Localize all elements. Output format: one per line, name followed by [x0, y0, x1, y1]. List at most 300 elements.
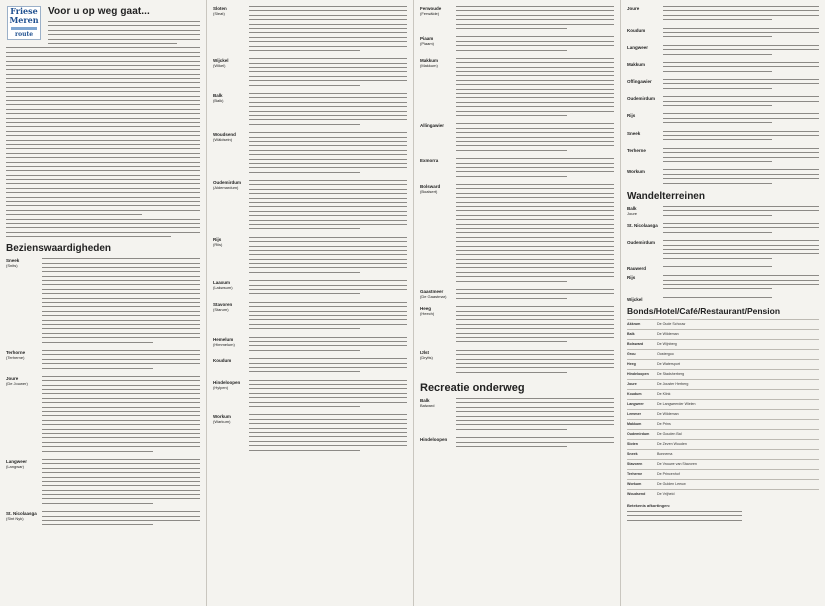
sight-entry: [420, 6, 614, 32]
place-label: Workum: [627, 169, 645, 175]
hotel-name: De Wildeman: [657, 412, 679, 417]
place-description: [663, 62, 819, 75]
place-description: [456, 6, 614, 32]
intro-text: [48, 21, 200, 44]
sight-entry: [6, 376, 200, 455]
place-name: [213, 58, 249, 89]
sight-entry: [213, 6, 407, 54]
place-description: [249, 302, 407, 333]
place-alt-name: (Langwar): [6, 463, 25, 469]
place-label: Makkum: [627, 61, 646, 67]
place-label: Rijs: [213, 236, 222, 242]
hotel-row: [627, 349, 819, 359]
hotel-name: De Watersport: [657, 362, 681, 367]
place-name: [420, 6, 456, 32]
sight-entry: [6, 511, 200, 529]
sight-entry: [627, 297, 819, 302]
place-name: [213, 6, 249, 54]
place-name: [6, 258, 42, 346]
text-lines: [663, 266, 819, 267]
hotel-name: De Gouden Bal: [657, 432, 682, 437]
place-label: Oudemirdum: [213, 180, 242, 186]
place-name: [627, 297, 663, 302]
intro-header: [48, 6, 200, 44]
sight-entry: [627, 148, 819, 166]
hotel-place: Oudemirdum: [627, 432, 650, 437]
hotel-name: De Zeven Wouden: [657, 442, 687, 447]
text-lines: [249, 180, 407, 229]
place-name: [213, 337, 249, 355]
text-lines: [663, 275, 819, 289]
place-label: Rijs: [627, 275, 636, 281]
place-description: [249, 132, 407, 176]
place-name: [627, 169, 663, 187]
sight-entry: [213, 414, 407, 454]
sight-entry: [6, 350, 200, 372]
place-label: St. Nicolaasga: [6, 511, 37, 517]
hotel-row: [627, 439, 819, 449]
hotel-row: [627, 359, 819, 369]
place-label: Makkum: [420, 57, 439, 63]
place-name: [627, 6, 663, 24]
text-lines: [456, 350, 614, 373]
hotel-place: Hindeloopen: [627, 372, 649, 377]
place-label: Langweer: [6, 458, 28, 464]
hotel-name: De Jouster Herberg: [657, 382, 689, 387]
hotel-place: Grou: [627, 352, 636, 357]
place-name: [627, 240, 663, 262]
place-label: St. Nicolaasga: [627, 223, 658, 229]
place-name: [213, 380, 249, 411]
hotel-row: [627, 449, 819, 459]
intro-heading: Voor u op weg gaat...: [48, 6, 150, 17]
place-description: [456, 437, 614, 450]
place-alt-name: (Drylts): [420, 354, 433, 360]
hotel-row: [627, 389, 819, 399]
place-description: [249, 380, 407, 411]
hotel-place: Joure: [627, 382, 637, 387]
text-lines: [456, 123, 614, 150]
place-label: Sneek: [627, 130, 641, 136]
place-name: [6, 350, 42, 372]
hotel-place: Bolsward: [627, 342, 644, 347]
place-name: [213, 237, 249, 277]
place-name: [6, 511, 42, 529]
logo-line-2: Meren: [9, 15, 39, 25]
text-lines: [456, 398, 614, 430]
place-description: [456, 306, 614, 346]
place-name: [213, 280, 249, 298]
place-alt-name: (Wâldsein): [213, 137, 233, 143]
sight-entry: [420, 36, 614, 54]
panel-walks-hotels: [621, 0, 825, 606]
place-alt-name: (Balk): [213, 98, 224, 104]
place-name: [627, 28, 663, 41]
text-lines: [663, 240, 819, 259]
place-label: Koudum: [213, 358, 232, 364]
text-lines: [663, 113, 819, 123]
place-label: Exmorra: [420, 158, 439, 164]
hotel-name: De Klink: [657, 392, 671, 397]
place-label: Terhorne: [6, 349, 26, 355]
sight-entry: [627, 223, 819, 236]
place-description: [456, 350, 614, 376]
sights-list-3: [420, 6, 614, 376]
place-alt-name: (Warkum): [213, 419, 231, 425]
place-name: [627, 148, 663, 166]
text-lines: [456, 437, 614, 447]
text-lines: [663, 297, 819, 298]
sight-entry: [627, 240, 819, 262]
place-label: Ferwoude: [420, 6, 442, 11]
hotel-row: [627, 419, 819, 429]
place-name: [213, 358, 249, 376]
walks-heading: Wandelterreinen: [627, 190, 705, 202]
sight-entry: [6, 258, 200, 346]
place-label: Balk: [213, 93, 223, 99]
text-lines: [249, 58, 407, 85]
place-name: [627, 223, 663, 236]
sight-entry: [213, 358, 407, 376]
text-lines: [663, 206, 819, 216]
place-alt-name: (Aldemardum): [213, 185, 239, 191]
place-label: Laaxum: [213, 280, 231, 286]
place-description: [249, 237, 407, 277]
place-description: [663, 275, 819, 293]
text-lines: [456, 289, 614, 299]
place-alt-name: (Starum): [213, 306, 229, 312]
text-lines: [456, 6, 614, 29]
panel-sights-2: [207, 0, 413, 606]
place-description: [663, 223, 819, 236]
hotel-row: [627, 339, 819, 349]
place-alt-name: (Sleat): [213, 11, 225, 16]
sight-entry: [213, 337, 407, 355]
place-alt-name: (Makkum): [420, 62, 438, 68]
place-description: [663, 206, 819, 219]
sight-entry: [627, 62, 819, 75]
hotels-table: [627, 319, 819, 499]
place-label: Terherne: [627, 147, 646, 153]
place-description: [456, 289, 614, 302]
place-description: [249, 337, 407, 355]
sight-entry: [627, 275, 819, 293]
place-label: Oudemirdum: [627, 240, 656, 246]
place-label: Sneek: [6, 258, 20, 264]
friese-meren-logo: [7, 6, 41, 40]
text-lines: [456, 306, 614, 342]
sight-entry: [627, 28, 819, 41]
logo-line-3: route: [14, 31, 34, 38]
place-name: [213, 414, 249, 454]
recreation-heading: Recreatie onderweg: [420, 382, 525, 395]
sight-entry: [420, 306, 614, 346]
sight-entry: [6, 459, 200, 507]
place-description: [663, 96, 819, 109]
text-lines: [249, 337, 407, 351]
sight-entry: [627, 113, 819, 126]
text-lines: [456, 184, 614, 282]
place-label: Joure: [627, 6, 640, 11]
place-description: [456, 58, 614, 119]
hotel-name: De Gulden Leeuw: [657, 482, 686, 487]
place-name: [627, 45, 663, 58]
place-label: Sloten: [213, 6, 227, 11]
place-description: [456, 184, 614, 285]
sight-entry: [420, 437, 614, 450]
hotel-place: Woudsend: [627, 492, 646, 497]
panel-intro: [0, 0, 206, 606]
place-name: [420, 350, 456, 376]
place-name: [627, 206, 663, 219]
hotel-row: [627, 429, 819, 439]
place-description: [663, 148, 819, 166]
logo-line-1: Friese: [10, 6, 38, 16]
place-alt-name: (De Gaastmar): [420, 294, 447, 300]
place-name: [627, 275, 663, 293]
abbreviation-legend: [627, 503, 819, 521]
place-description: [249, 358, 407, 376]
hotel-row: [627, 399, 819, 409]
hotel-row: [627, 369, 819, 379]
hotel-name: De Wijnberg: [657, 342, 677, 347]
place-alt-name: Balward: [420, 403, 435, 409]
sight-entry: [420, 158, 614, 180]
places-list-4: [627, 6, 819, 187]
place-alt-name: Joure: [627, 210, 638, 216]
place-label: IJlst: [420, 349, 430, 355]
place-alt-name: (De Jouwer): [6, 380, 28, 386]
sight-entry: [420, 184, 614, 285]
place-name: [213, 132, 249, 176]
hotel-name: De Stadsherberg: [657, 372, 685, 377]
hotel-place: Workum: [627, 482, 642, 487]
text-lines: [663, 148, 819, 162]
sight-entry: [420, 350, 614, 376]
place-label: Balk: [627, 205, 637, 211]
place-alt-name: (Piaam): [420, 41, 435, 47]
place-name: [6, 376, 42, 455]
place-alt-name: (Lakwsum): [213, 285, 233, 291]
place-description: [663, 6, 819, 24]
place-description: [663, 113, 819, 126]
hotel-place: Koudum: [627, 392, 642, 397]
text-lines: [663, 6, 819, 20]
hotel-place: Akkrum: [627, 322, 641, 327]
place-name: [420, 398, 456, 433]
place-description: [663, 240, 819, 262]
text-lines: [249, 132, 407, 173]
hotel-row: [627, 409, 819, 419]
sight-entry: [420, 58, 614, 119]
sight-entry: [213, 380, 407, 411]
place-label: Workum: [213, 414, 231, 420]
walks-list: [627, 206, 819, 302]
text-lines: [456, 158, 614, 177]
hotel-row: [627, 329, 819, 339]
place-label: Woudsend: [213, 132, 236, 138]
sight-entry: [627, 79, 819, 92]
place-name: [6, 459, 42, 507]
hotel-name: De Oude Schouw: [657, 322, 686, 327]
place-description: [249, 180, 407, 233]
place-label: Allingawier: [420, 123, 445, 129]
intro-text-continued: [6, 47, 200, 237]
place-name: [627, 79, 663, 92]
hotel-name: De Vrijheid: [657, 492, 675, 497]
hotel-name: De Wildeman: [657, 332, 679, 337]
text-lines: [249, 237, 407, 273]
hotel-row: [627, 479, 819, 489]
place-description: [663, 169, 819, 187]
place-description: [42, 258, 200, 346]
text-lines: [663, 223, 819, 233]
place-label: Hemelum: [213, 336, 234, 342]
place-label: Balk: [420, 398, 430, 404]
text-lines: [663, 96, 819, 106]
place-label: Langweer: [627, 44, 649, 50]
place-description: [456, 36, 614, 54]
hotel-name: Oostergoo: [657, 352, 674, 357]
place-description: [42, 350, 200, 372]
panel-sights-3: [414, 0, 620, 606]
place-label: Gaastmeer: [420, 289, 444, 295]
place-alt-name: (Himmelum): [213, 341, 235, 347]
hotel-name: Bonnema: [657, 452, 673, 457]
place-label: Wijckel: [627, 296, 643, 302]
place-description: [249, 58, 407, 89]
text-lines: [663, 131, 819, 141]
hotel-name: De Princenhof: [657, 472, 680, 477]
sights-list-1: [6, 258, 200, 529]
sight-entry: [213, 132, 407, 176]
sight-entry: [213, 93, 407, 128]
place-label: Hindeloopen: [213, 379, 241, 385]
hotel-place: Lemmer: [627, 412, 641, 417]
recreation-list: [420, 398, 614, 450]
sights-list-2: [213, 6, 407, 454]
place-description: [249, 414, 407, 454]
text-lines: [663, 62, 819, 72]
hotel-row: [627, 469, 819, 479]
place-name: [420, 437, 456, 450]
sight-entry: [213, 58, 407, 89]
hotel-place: Heeg: [627, 362, 636, 367]
place-alt-name: (Riis): [213, 241, 223, 247]
sight-entry: [627, 206, 819, 219]
place-name: [420, 36, 456, 54]
place-name: [627, 96, 663, 109]
place-label: Offingawier: [627, 79, 652, 85]
hotel-place: Makkum: [627, 422, 642, 427]
text-lines: [42, 376, 200, 452]
hotel-row: [627, 489, 819, 499]
place-alt-name: (Terherne): [6, 354, 25, 360]
place-alt-name: (Boalsert): [420, 189, 438, 195]
sight-entry: [627, 131, 819, 144]
place-label: Rijs: [627, 113, 636, 119]
text-lines: [42, 459, 200, 504]
text-lines: [249, 380, 407, 407]
place-alt-name: (Sint Nyk): [6, 516, 24, 522]
sight-entry: [213, 302, 407, 333]
place-label: Piaam: [420, 36, 434, 42]
text-lines: [249, 93, 407, 125]
place-alt-name: (Ferwâlde): [420, 11, 440, 16]
text-lines: [456, 36, 614, 50]
text-lines: [42, 258, 200, 342]
place-alt-name: (Snits): [6, 263, 18, 269]
text-lines: [249, 302, 407, 329]
hotel-place: Stavoren: [627, 462, 643, 467]
place-description: [663, 45, 819, 58]
place-name: [420, 306, 456, 346]
hotel-place: Sloten: [627, 442, 638, 447]
place-description: [249, 280, 407, 298]
text-lines: [663, 169, 819, 183]
text-lines: [663, 79, 819, 89]
place-label: Oudemirdum: [627, 96, 656, 102]
sight-entry: [213, 237, 407, 277]
place-name: [213, 302, 249, 333]
text-lines: [249, 414, 407, 450]
place-description: [663, 28, 819, 41]
hotel-place: Sneek: [627, 452, 638, 457]
place-name: [420, 184, 456, 285]
legend-title: Betekenis afkortingen:: [627, 502, 671, 508]
hotel-row: [627, 319, 819, 329]
place-name: [420, 58, 456, 119]
place-name: [420, 123, 456, 154]
sight-entry: [627, 6, 819, 24]
place-name: [627, 62, 663, 75]
hotel-place: Terherne: [627, 472, 643, 477]
place-name: [213, 180, 249, 233]
hotel-row: [627, 459, 819, 469]
legend-lines: [627, 511, 742, 521]
place-name: [627, 113, 663, 126]
place-description: [456, 398, 614, 433]
place-label: Joure: [6, 375, 19, 381]
sight-entry: [213, 180, 407, 233]
sight-entry: [627, 266, 819, 271]
hotel-name: De Langweerder Wielen: [657, 402, 696, 407]
text-lines: [42, 511, 200, 525]
place-description: [456, 158, 614, 180]
sight-entry: [213, 280, 407, 298]
place-name: [627, 131, 663, 144]
place-name: [627, 266, 663, 271]
place-description: [249, 6, 407, 54]
hotel-name: De Prins: [657, 422, 671, 427]
text-lines: [42, 350, 200, 369]
place-description: [42, 511, 200, 529]
text-lines: [663, 45, 819, 55]
hotels-heading: Bonds/Hotel/Café/Restaurant/Pension: [627, 305, 781, 316]
sight-entry: [627, 45, 819, 58]
place-label: Stavoren: [213, 301, 233, 307]
place-label: Bolsward: [420, 184, 441, 190]
hotel-place: Balk: [627, 332, 635, 337]
place-name: [420, 289, 456, 302]
place-label: Wijckel: [213, 58, 229, 64]
hotel-place: Langweer: [627, 402, 644, 407]
sight-entry: [627, 96, 819, 109]
text-lines: [249, 280, 407, 294]
text-lines: [249, 6, 407, 51]
place-description: [663, 79, 819, 92]
place-name: [213, 93, 249, 128]
